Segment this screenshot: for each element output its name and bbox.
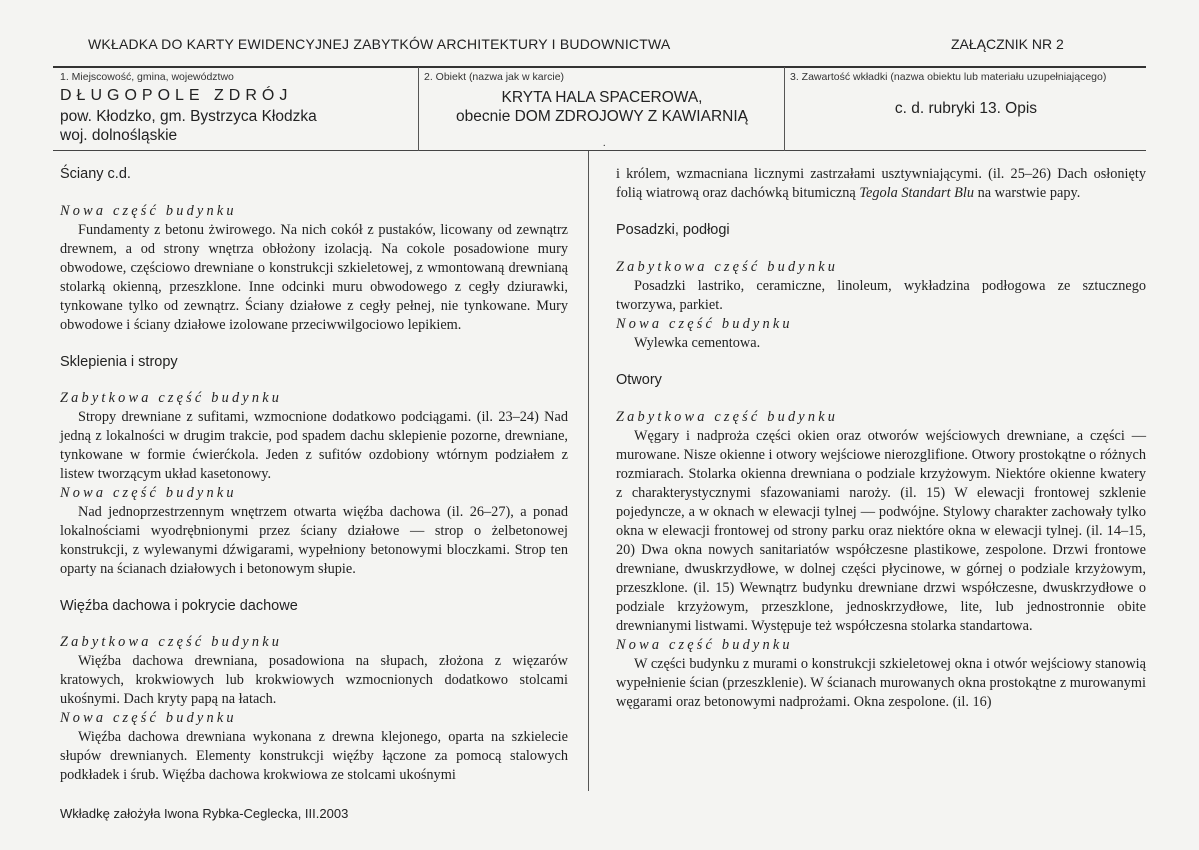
section-title-vaults: Sklepienia i stropy (60, 354, 178, 370)
object-name: KRYTA HALA SPACEROWA, (501, 89, 703, 106)
section-title-openings: Otwory (616, 372, 662, 388)
paragraph-vaults-new: Nad jednoprzestrzennym wnętrzem otwarta więźba dachowa (il. 26–27), a ponad lokalnościami wyodrębnionymi przez ściany działowe — strop o żelbetonowej konstrukcji, z wylewanymi dźwigarami, wypełniony betonowymi bloczkami. Strop ten oparty na ścianach działowych i betonowym słupie. (60, 504, 568, 577)
author-footer: Wkładkę założyła Iwona Rybka-Ceglecka, III.2003 (60, 806, 349, 821)
content-label: 3. Zawartość wkładki (nazwa obiektu lub materiału uzupełniającego) (790, 71, 1107, 83)
paragraph-vaults-historic: Stropy drewniane z sufitami, wzmocnione dodatkowo podciągami. (il. 23–24) Nad jedną z lokalności w drugim trakcie, pod spadem dachu sklepienie pozorne, drewniane, tynkowane w formie ćwierćkola. Jeden z sufitów ozdobiony wtórnym podziałem z listew tworzącym układ kasetonowy. (60, 409, 568, 482)
header-divider-1 (418, 67, 419, 151)
paragraph-floors-new: Wylewka cementowa. (634, 335, 761, 351)
header-bottom-rule (53, 150, 1146, 151)
header-divider-2 (784, 67, 785, 151)
subsection-historic-part: Zabytkowa część budynku (616, 409, 839, 425)
location-district: pow. Kłodzko, gm. Bystrzyca Kłodzka (60, 108, 317, 125)
subsection-new-part: Nowa część budynku (60, 710, 237, 726)
object-current-name: obecnie DOM ZDROJOWY Z KAWIARNIĄ (456, 108, 748, 125)
location-town: DŁUGOPOLE ZDRÓJ (60, 87, 293, 104)
content-value: c. d. rubryki 13. Opis (894, 100, 1038, 117)
section-title-floors: Posadzki, podłogi (616, 222, 730, 238)
section-title-roof: Więźba dachowa i pokrycie dachowe (60, 598, 298, 614)
column-divider (588, 151, 589, 791)
paragraph-openings-historic: Węgary i nadproża części okien oraz otworów wejściowych drewniane, a części — murowane. Nisze okienne i otwory wejściowe nierozglifione. Otwory prostokątne o różnych rozmiarach. Stolarka okienna drewniana o podziale krzyżowym. Niektóre okienne kwatery z charakterystycznymi sfazowaniami naroży. (il. 15) W elewacji frontowej szklenie pojedyncze, a w oknach w elewacji tylnej — podwójne. Stylowy charakter zachowały tylko okna w elewacji frontowej od strony parku oraz niektóre okna w elewacji tylnej. (il. 14–15, 20) Dwa okna nowych sanitariatów współczesne plastikowe, zespolone. Drzwi frontowe drewniane, dwuskrzydłowe, w dolnej części płycinowe, w górnej o podziale krzyżowym, przeszklone. (il. 15) Wewnątrz budynku drewniane drzwi współczesne, dwuskrzydłowe o podziale krzyżowym, przeszklone, jednoskrzydłowe, lite, lub jednostronnie obite drewnianymi listwami. Występuje też współczesna stolarka standartowa. (616, 428, 1146, 634)
subsection-new-part: Nowa część budynku (60, 485, 237, 501)
document-title: WKŁADKA DO KARTY EWIDENCYJNEJ ZABYTKÓW ARCHITEKTURY I BUDOWNICTWA (88, 36, 671, 52)
paragraph-roof-new: Więźba dachowa drewniana wykonana z drewna klejonego, oparta na szkielecie słupów drewnianych. Elementy konstrukcji więźby łączone za pomocą stalowych podkładek i śrub. Więźba dachowa krokwiowa ze stolcami ukośnymi (60, 729, 568, 783)
object-label: 2. Obiekt (nazwa jak w karcie) (424, 71, 565, 83)
subsection-historic-part: Zabytkowa część budynku (60, 634, 283, 650)
object-dot: . (603, 138, 606, 149)
appendix-label: ZAŁĄCZNIK NR 2 (951, 36, 1064, 52)
section-title-walls: Ściany c.d. (60, 166, 131, 182)
left-column (60, 165, 568, 785)
location-province: woj. dolnośląskie (60, 127, 178, 144)
right-column (616, 165, 1146, 712)
header-top-rule (53, 66, 1146, 68)
paragraph-walls-new: Fundamenty z betonu żwirowego. Na nich cokół z pustaków, licowany od zewnątrz drewnem, a od strony wnętrza obłożony izolacją. Na cokole posadowione mury obwodowe, częściowo drewniane o konstrukcji szkieletowej, z wmontowaną drewnianą stolarką okienną, przeszklone. Inne odcinki muru obwodowego z cegły dziurawki, tynkowane tylko od zewnątrz. Ściany działowe z cegły pełnej, nie tynkowane. Mury obwodowe i ściany działowe izolowane przeciwwilgociowo lepikiem. (60, 222, 568, 333)
paragraph-roof-continued (616, 165, 1146, 203)
roof-continued-text: i królem, wzmacniana licznymi zastrzałami usztywniającymi. (il. 25–26) Dach osłonięty folią wiatrową oraz dachówką bitumiczną (616, 166, 1146, 201)
roof-continued-end: na warstwie papy. (974, 185, 1081, 201)
paragraph-floors-historic: Posadzki lastriko, ceramiczne, linoleum, wykładzina podłogowa ze sztucznego tworzywa, parkiet. (616, 278, 1146, 313)
paragraph-openings-new: W części budynku z murami o konstrukcji szkieletowej okna i otwór wejściowy stanowią wypełnienie ścian (przeszklenie). W ścianach murowanych okna prostokątne z murowanymi węgarami oraz betonowymi nadprożami. Okna zespolone. (il. 16) (616, 656, 1146, 710)
subsection-new-part: Nowa część budynku (60, 203, 237, 219)
subsection-historic-part: Zabytkowa część budynku (60, 390, 283, 406)
subsection-new-part: Nowa część budynku (616, 316, 793, 332)
location-label: 1. Miejscowość, gmina, województwo (60, 71, 234, 83)
subsection-new-part: Nowa część budynku (616, 637, 793, 653)
roof-product-name: Tegola Standart Blu (859, 185, 974, 201)
subsection-historic-part: Zabytkowa część budynku (616, 259, 839, 275)
paragraph-roof-historic: Więźba dachowa drewniana, posadowiona na słupach, złożona z więzarów kratowych, krokwiowych lub krokwiowych wzmocnionych dodatkowo stolcami ukośnymi. Dach kryty papą na łatach. (60, 653, 568, 707)
